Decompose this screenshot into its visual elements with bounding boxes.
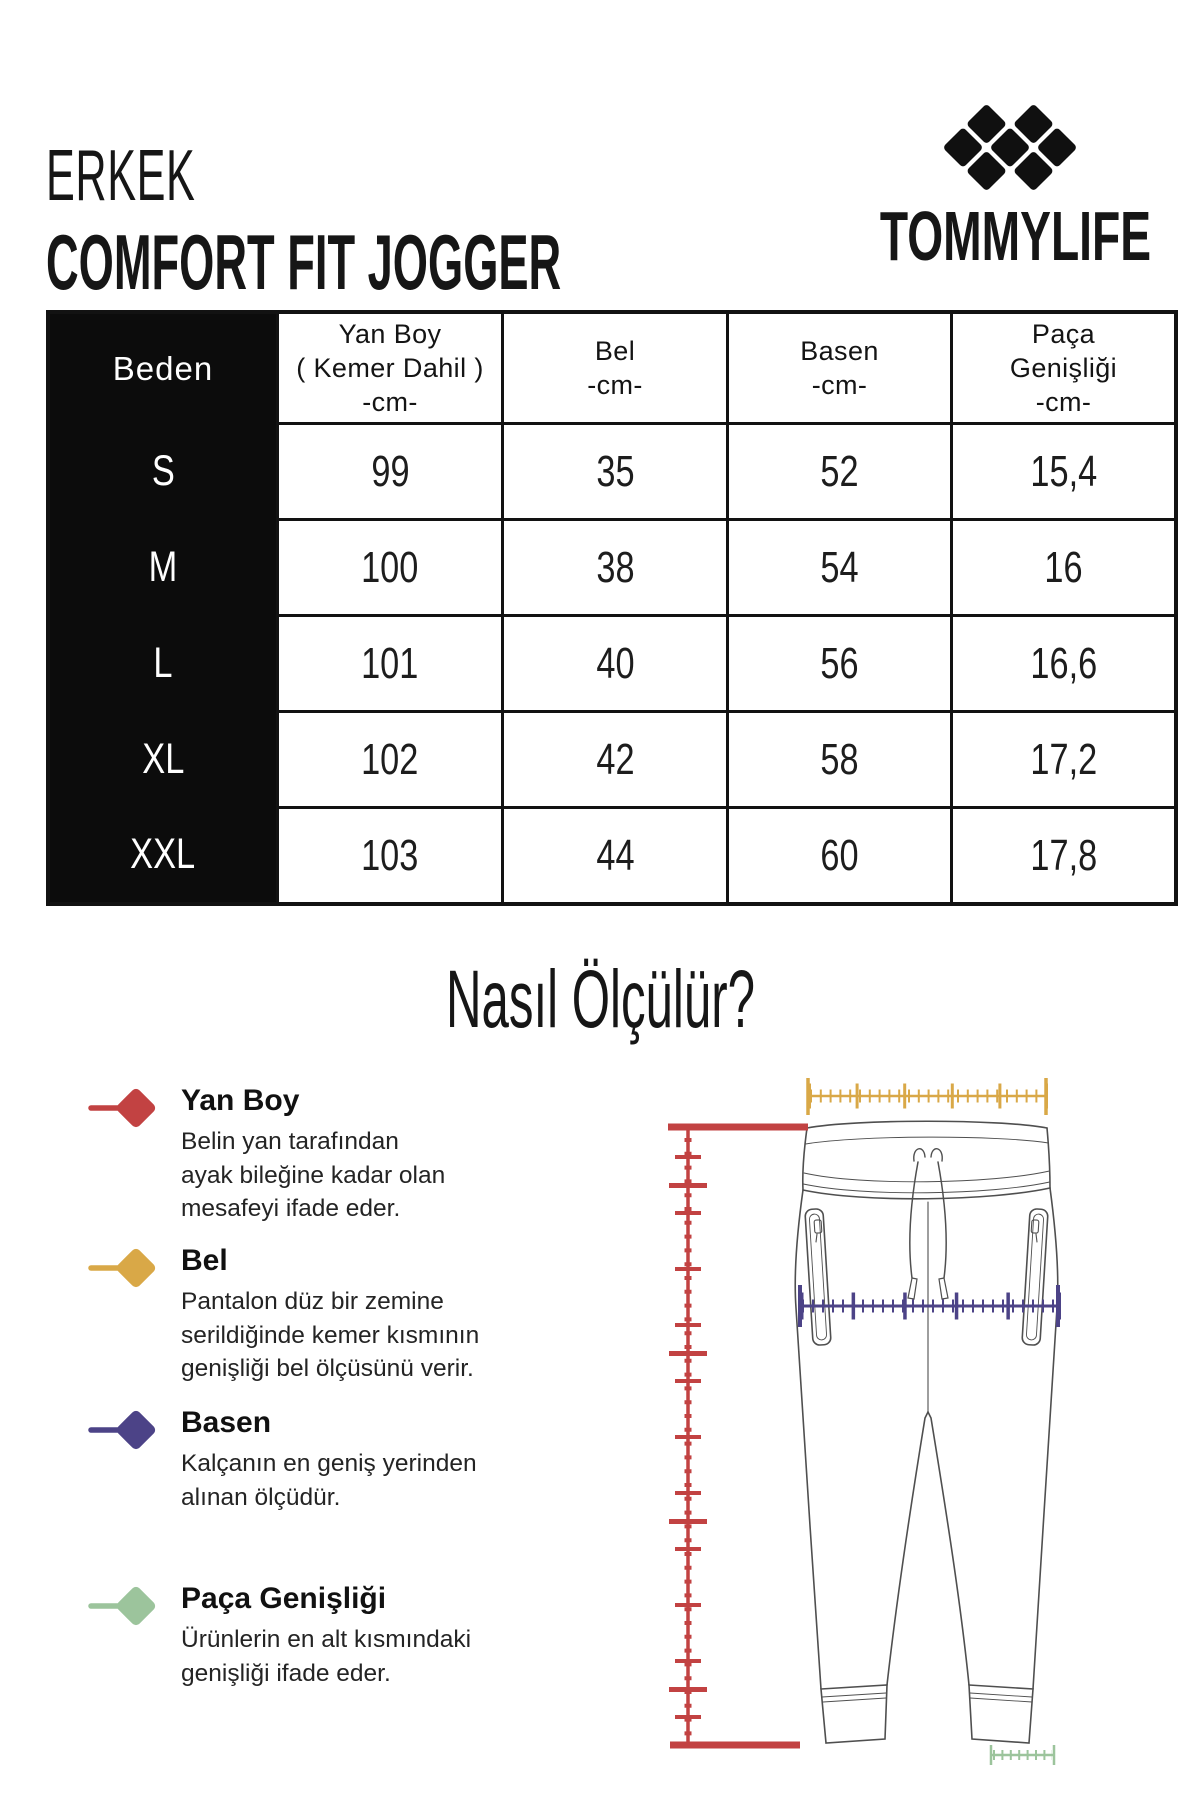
measure-name: Yan Boy — [181, 1084, 300, 1117]
value-cell: 44 — [503, 808, 728, 905]
table-row — [48, 616, 1176, 712]
tommylife-diamonds-icon — [935, 100, 1085, 195]
jogger-diagram — [580, 1040, 1200, 1800]
paca-ruler — [991, 1745, 1054, 1765]
size-cell: M — [48, 520, 278, 616]
how-to-measure-title-text: Nasıl Ölçülür? — [445, 954, 755, 1045]
value-cell: 35 — [503, 424, 728, 520]
size-cell: L — [48, 616, 278, 712]
table-row — [48, 424, 1176, 520]
bel-ruler — [808, 1078, 1048, 1115]
measure-name: Basen — [181, 1406, 272, 1439]
measure-description: Pantalon düz bir zemine serildiğinde kemer kısmının genişliği bel ölçüsünü verir. — [181, 1288, 480, 1382]
category-label — [46, 136, 295, 216]
value-cell: 100 — [278, 520, 503, 616]
size-cell: XL — [48, 712, 278, 808]
value-cell: 17,8 — [952, 808, 1177, 905]
column-header-bel: Bel -cm- — [503, 312, 728, 424]
column-header-beden: Beden — [48, 312, 278, 424]
column-header-yan-boy: Yan Boy ( Kemer Dahil ) -cm- — [278, 312, 503, 424]
value-cell: 101 — [278, 616, 503, 712]
value-cell: 16,6 — [952, 616, 1177, 712]
table-row — [48, 712, 1176, 808]
value-cell: 56 — [728, 616, 952, 712]
brand-name — [810, 197, 1200, 275]
measure-item-paca-genisligi — [88, 1582, 518, 1690]
product-title-text: COMFORT FIT JOGGER — [46, 218, 562, 306]
table-header-row — [48, 312, 1176, 424]
value-cell: 103 — [278, 808, 503, 905]
value-cell: 54 — [728, 520, 952, 616]
column-header-paca: Paça Genişliği -cm- — [952, 312, 1177, 424]
measure-item-bel — [88, 1244, 518, 1386]
measure-description: Kalçanın en geniş yerinden alınan ölçüdür. — [181, 1450, 477, 1511]
value-cell: 38 — [503, 520, 728, 616]
category-text: ERKEK — [46, 136, 196, 216]
size-cell: S — [48, 424, 278, 520]
column-header-basen: Basen -cm- — [728, 312, 952, 424]
measure-description: Belin yan tarafından ayak bileğine kadar olan mesafeyi ifade eder. — [181, 1128, 446, 1222]
yan-boy-ruler — [668, 1127, 808, 1745]
product-title — [46, 220, 934, 304]
value-cell: 52 — [728, 424, 952, 520]
table-row — [48, 808, 1176, 905]
measure-description: Ürünlerin en alt kısmındaki genişliği ifade eder. — [181, 1626, 472, 1687]
measure-name: Paça Genişliği — [181, 1582, 387, 1615]
value-cell: 99 — [278, 424, 503, 520]
measure-item-basen — [88, 1406, 518, 1514]
value-cell: 42 — [503, 712, 728, 808]
value-cell: 58 — [728, 712, 952, 808]
value-cell: 16 — [952, 520, 1177, 616]
size-table — [46, 310, 1178, 906]
size-cell: XXL — [48, 808, 278, 905]
yan-boy-marker-icon — [88, 1078, 170, 1138]
basen-marker-icon — [88, 1400, 170, 1460]
bel-marker-icon — [88, 1238, 170, 1298]
value-cell: 60 — [728, 808, 952, 905]
table-row — [48, 520, 1176, 616]
value-cell: 102 — [278, 712, 503, 808]
value-cell: 40 — [503, 616, 728, 712]
jogger-sketch — [795, 1121, 1057, 1743]
how-to-measure-title — [250, 952, 950, 1048]
paca-marker-icon — [88, 1576, 170, 1636]
measure-item-yan-boy — [88, 1084, 518, 1226]
value-cell: 17,2 — [952, 712, 1177, 808]
brand-name-text: TOMMYLIFE — [879, 197, 1152, 275]
measure-name: Bel — [181, 1244, 228, 1277]
value-cell: 15,4 — [952, 424, 1177, 520]
